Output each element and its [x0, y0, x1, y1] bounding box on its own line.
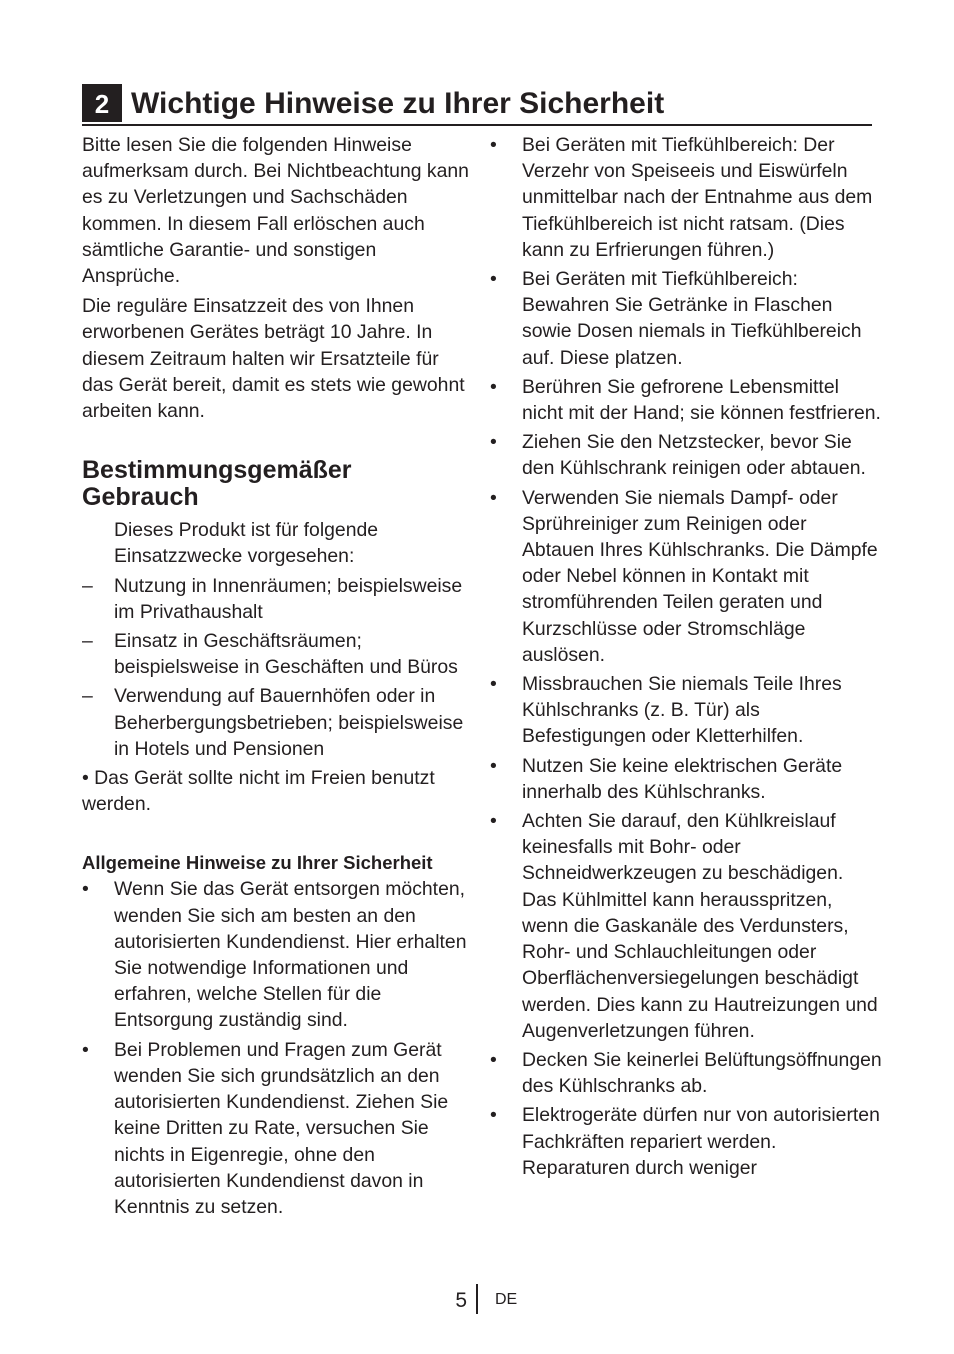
usage-list-item: [82, 573, 472, 625]
bullet-marker: •: [490, 754, 497, 777]
safety-list-item-text: Decken Sie keinerlei Belüftungsöffnungen des Kühlschranks ab.: [522, 1048, 882, 1098]
page-footer: [0, 1284, 954, 1318]
dash-marker: –: [82, 630, 93, 653]
safety-list-item: [490, 132, 882, 263]
safety-list-item-text: Bei Geräten mit Tiefkühlbereich: Der Verzehr von Speiseeis und Eiswürfeln unmittelbar nach der Entnahme aus dem Tiefkühlbereich ist nicht ratsam. (Dies kann zu Erfrierungen führen.): [522, 134, 873, 261]
safety-list-item: [82, 1037, 472, 1220]
safety-list-item-text: Verwenden Sie niemals Dampf- oder Sprühreiniger zum Reinigen oder Abtauen Ihres Kühlschranks. Die Dämpfe oder Nebel können in Kontakt mit stromführenden Teilen geraten und Kurzschlüsse oder Stromschläge auslösen.: [522, 486, 878, 666]
footer-divider: [476, 1284, 478, 1314]
bullet-marker: •: [490, 810, 497, 833]
left-column: [82, 132, 472, 1223]
safety-list-item-text: Missbrauchen Sie niemals Teile Ihres Kühlschranks (z. B. Tür) als Befestigungen oder Kletterhilfen.: [522, 673, 842, 748]
dash-marker: –: [82, 685, 93, 708]
usage-list-item-text: Verwendung auf Bauernhöfen oder in Beherbergungsbetrieben; beispielsweise in Hotels und Pensionen: [114, 685, 464, 760]
chapter-number-badge: 2: [82, 84, 122, 122]
bullet-marker: •: [490, 431, 497, 454]
safety-list-item-text: Bei Geräten mit Tiefkühlbereich: Bewahren Sie Getränke in Flaschen sowie Dosen niemals in Tiefkühlbereich auf. Diese platzen.: [522, 268, 862, 369]
safety-list-item: [490, 808, 882, 1044]
safety-list-item: [490, 374, 882, 426]
safety-list-item-text: Ziehen Sie den Netzstecker, bevor Sie den Kühlschrank reinigen oder abtauen.: [522, 431, 866, 480]
language-code: DE: [495, 1291, 518, 1308]
safety-list-item-text: Berühren Sie gefrorene Lebensmittel nicht mit der Hand; sie können festfrieren.: [522, 375, 881, 425]
bullet-marker: •: [490, 268, 497, 291]
chapter-title: Wichtige Hinweise zu Ihrer Sicherheit: [131, 87, 665, 120]
usage-list-item: [82, 683, 472, 762]
safety-list-item: [490, 429, 882, 481]
bullet-marker: •: [82, 1038, 89, 1061]
bullet-marker: •: [490, 1104, 497, 1127]
usage-list-item: [82, 628, 472, 680]
page-number: 5: [455, 1289, 467, 1312]
safety-list-item: [490, 1047, 882, 1099]
safety-list-item: [490, 485, 882, 668]
bullet-marker: •: [490, 1048, 497, 1071]
usage-list-item-text: Einsatz in Geschäftsräumen; beispielsweise in Geschäften und Büros: [114, 630, 458, 679]
usage-lead: Dieses Produkt ist für folgende Einsatzzwecke vorgesehen:: [114, 519, 379, 568]
safety-list-item-text: Wenn Sie das Gerät entsorgen möchten, wenden Sie sich am besten an den autorisierten Kundendienst. Hier erhalten Sie notwendige Informationen und erfahren, welche Stellen für die Entsorgung zuständig sind.: [114, 878, 467, 1032]
safety-list-item-text: Nutzen Sie keine elektrischen Geräte innerhalb des Kühlschranks.: [522, 754, 843, 803]
safety-list-item: [490, 1102, 882, 1181]
safety-list-item: [490, 753, 882, 805]
safety-list-item-text: Elektrogeräte dürfen nur von autorisierten Fachkräften repariert werden. Reparaturen durch weniger: [522, 1104, 880, 1179]
chapter-header: [82, 84, 872, 126]
safety-list-item: [490, 266, 882, 371]
dash-marker: –: [82, 574, 93, 597]
bullet-marker: •: [490, 375, 497, 398]
bullet-marker: •: [82, 878, 89, 901]
bullet-marker: •: [490, 673, 497, 696]
intro-paragraph-1: Bitte lesen Sie die folgenden Hinweise aufmerksam durch. Bei Nichtbeachtung kann es zu Verletzungen und Sachschäden kommen. In diesem Fall erlöschen auch sämtliche Garantie- und sonstigen Ansprüche.: [82, 134, 469, 288]
safety-list-item-text: Bei Problemen und Fragen zum Gerät wenden Sie sich grundsätzlich an den autorisierten Kundendienst. Ziehen Sie keine Dritten zu Rate, versuchen Sie nichts in Eigenregie, ohne den autorisierten Kundendienst davon in Kenntnis zu setzen.: [114, 1038, 449, 1218]
bullet-marker: •: [490, 486, 497, 509]
outdoor-note: • Das Gerät sollte nicht im Freien benutzt werden.: [82, 767, 435, 816]
safety-list-item-text: Achten Sie darauf, den Kühlkreislauf keinesfalls mit Bohr- oder Schneidwerkzeugen zu beschädigen. Das Kühlmittel kann herausspritzen, wenn die Gaskanäle des Verdunsters, Rohr- und Schlauchleitungen oder Oberflächenversiegelungen beschädigt werden. Dies kann zu Hautreizungen und Augenverletzungen führen.: [522, 810, 878, 1042]
general-safety-heading: Allgemeine Hinweise zu Ihrer Sicherheit: [82, 852, 433, 874]
usage-list-item-text: Nutzung in Innenräumen; beispielsweise im Privathaushalt: [114, 574, 463, 623]
safety-list-item: [82, 876, 472, 1033]
usage-heading: Bestimmungsgemäßer Gebrauch: [82, 456, 352, 512]
bullet-marker: •: [490, 134, 497, 156]
safety-list-item: [490, 671, 882, 750]
intro-paragraph-2: Die reguläre Einsatzzeit des von Ihnen erworbenen Gerätes beträgt 10 Jahre. In diesem Zeitraum halten wir Ersatzteile für das Gerät bereit, damit es stets wie gewohnt arbeiten kann.: [82, 295, 465, 423]
right-column: [490, 132, 882, 1184]
